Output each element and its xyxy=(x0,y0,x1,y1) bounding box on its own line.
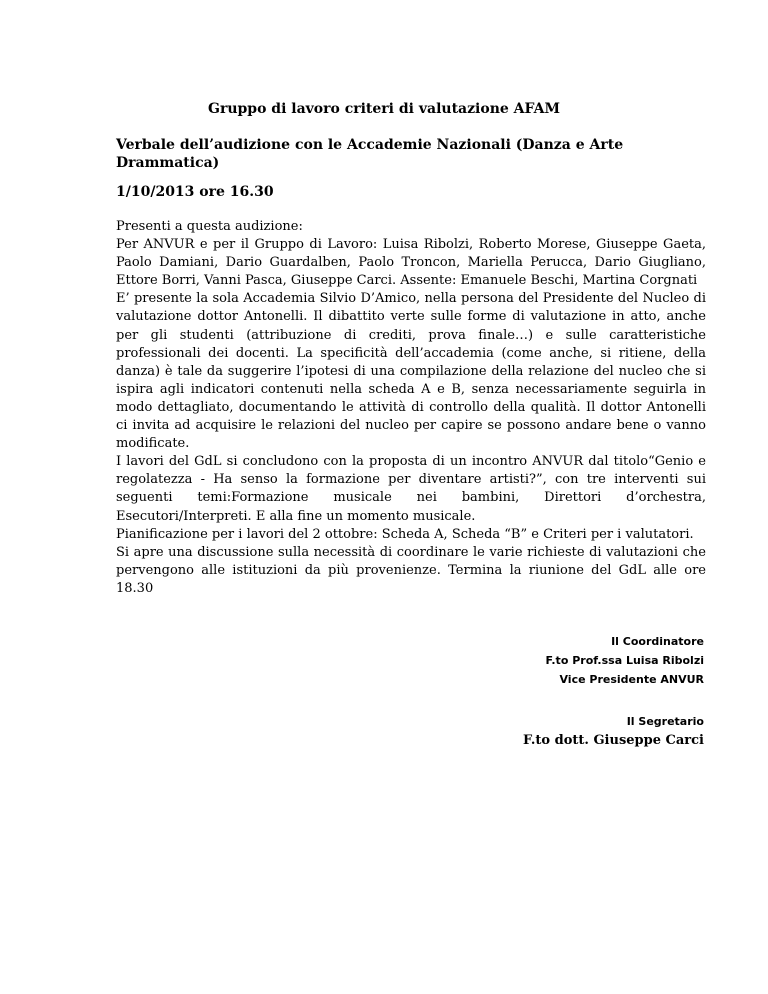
secretary-role: Il Segretario xyxy=(626,715,704,728)
attendees-list: Per ANVUR e per il Gruppo di Lavoro: Luisa Ribolzi, Roberto Morese, Giuseppe Gaeta, Paolo Damiani, Dario Guardalben, Paolo Troncon, Mariella Perucca, Dario Giugliano, Ettore Borri, Vanni Pasca, Giuseppe Carci. Assente: Emanuele Beschi, Martina Corgnati xyxy=(116,237,706,289)
secretary-name: F.to dott. Giuseppe Carci xyxy=(522,733,704,748)
closing-paragraph: Si apre una discussione sulla necessità di coordinare le varie richieste di valutazioni che pervengono alle istituzioni da più provenienze. Termina la riunione del GdL alle ore 18.30 xyxy=(116,544,706,596)
document-subtitle: Verbale dell’audizione con le Accademie Nazionali (Danza e Arte Drammatica) xyxy=(116,137,624,171)
planning-paragraph: Pianificazione per i lavori del 2 ottobre: Scheda A, Scheda “B” e Criteri per i valutatori. xyxy=(116,526,694,542)
meeting-date: 1/10/2013 ore 16.30 xyxy=(116,184,274,200)
attendees-intro: Presenti a questa audizione: xyxy=(116,219,303,234)
minutes-body xyxy=(116,218,706,598)
document-title: Gruppo di lavoro criteri di valutazione AFAM xyxy=(207,101,561,117)
discussion-paragraph: E’ presente la sola Accademia Silvio D’Amico, nella persona del Presidente del Nucleo di valutazione dottor Antonelli. Il dibattito verte sulle forme di valutazione in atto, anche per gli studenti (attribuzione di crediti, prova finale…) e sulle caratteristiche professionali dei docenti. La specificità dell’accademia (come anche, si ritiene, della danza) è tale da suggerire l’ipotesi di una compilazione della relazione del nucleo che si ispira agli indicatori contenuti nella scheda A e B, senza necessariamente seguirla in modo dettagliato, documentando le attività di controllo della qualità. Il dottor Antonelli ci invita ad acquisire le relazioni del nucleo per capire se possono andare bene o vanno modificate. xyxy=(116,291,706,452)
secretary-signature xyxy=(523,712,704,750)
coordinator-position: Vice Presidente ANVUR xyxy=(559,673,704,686)
coordinator-signature xyxy=(545,632,704,689)
coordinator-name: F.to Prof.ssa Luisa Ribolzi xyxy=(545,654,704,667)
coordinator-role: Il Coordinatore xyxy=(611,635,704,648)
conclusion-paragraph: I lavori del GdL si concludono con la proposta di un incontro ANVUR dal titolo“Genio e regolatezza - Ha senso la formazione per diventare artisti?”, con tre interventi sui seguenti temi:Formazione musicale nei bambini, Direttori d’orchestra, Esecutori/Interpreti. E alla fine un momento musicale. xyxy=(116,454,706,524)
